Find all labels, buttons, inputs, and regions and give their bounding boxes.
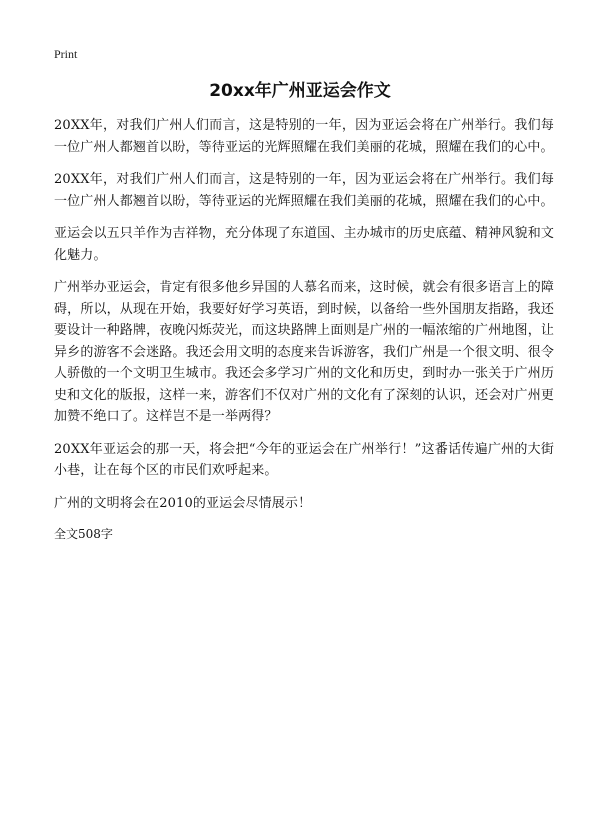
article-paragraph-2: 20XX年，对我们广州人们而言，这是特别的一年，因为亚运会将在广州举行。我们每一位广州人都翘首以盼，等待亚运的光辉照耀在我们美丽的花城，照耀在我们的心中。 xyxy=(54,172,554,209)
article-paragraph-3: 亚运会以五只羊作为吉祥物，充分体现了东道国、主办城市的历史底蕴、精神风貌和文化魅力。 xyxy=(54,226,554,263)
word-count: 全文508字 xyxy=(54,527,113,541)
page-title: 20xx年广州亚运会作文 xyxy=(209,81,391,101)
article-paragraph-6: 广州的文明将会在2010的亚运会尽情展示！ xyxy=(54,495,312,511)
print-link[interactable]: Print xyxy=(54,47,78,61)
article-paragraph-5: 20XX年亚运会的那一天，将会把“今年的亚运会在广州举行！”这番话传遍广州的大街小巷，让在每个区的市民们欢呼起来。 xyxy=(54,441,554,478)
article-paragraph-4: 广州举办亚运会，肯定有很多他乡异国的人慕名而来，这时候，就会有很多语言上的障碍，所以，从现在开始，我要好好学习英语，到时候，以备给一些外国朋友指路，我还要设计一种路牌，夜晚闪烁荧光，而这块路牌上面则是广州的一幅浓缩的广州地图，让异乡的游客不会迷路。我还会用文明的态度来告诉游客，我们广州是一个很文明、很令人骄傲的一个文明卫生城市。我还会多学习广州的文化和历史，到时办一张关于广州历史和文化的版报，这样一来，游客们不仅对广州的文化有了深刻的认识，还会对广州更加赞不绝口了。这样岂不是一举两得？ xyxy=(54,280,554,424)
article-paragraph-1: 20XX年，对我们广州人们而言，这是特别的一年，因为亚运会将在广州举行。我们每一位广州人都翘首以盼，等待亚运的光辉照耀在我们美丽的花城，照耀在我们的心中。 xyxy=(54,118,554,155)
article-body xyxy=(54,115,554,543)
